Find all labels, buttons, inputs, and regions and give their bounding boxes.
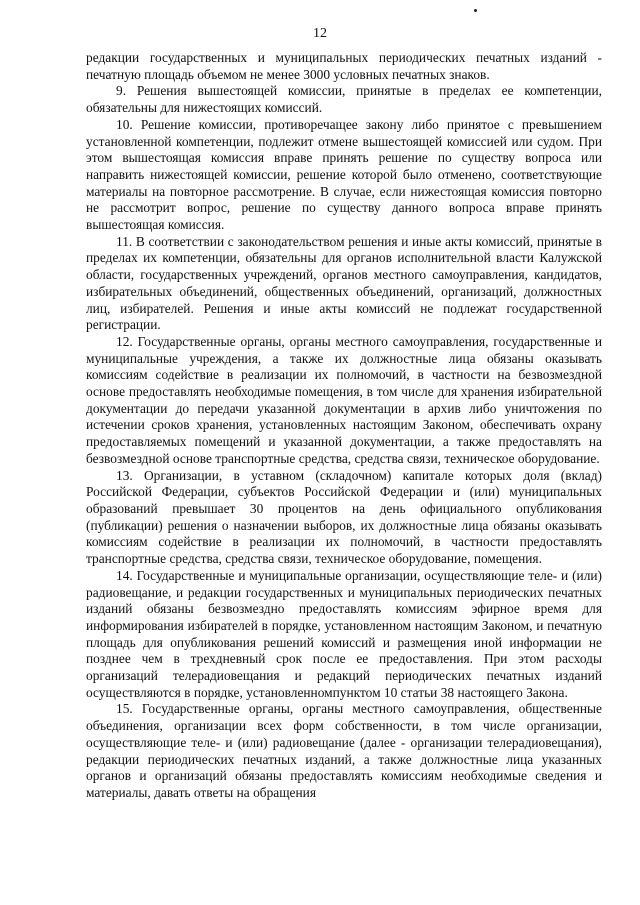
paragraph-continuation: редакции государственных и муниципальных периодических печатных изданий - печатную площадь объемом не менее 3000 условных печатных знаков. (86, 50, 602, 82)
paragraph-item-11: 11. В соответствии с законодательством решения и иные акты комиссий, принятые в пределах их компетенции, обязательны для органов исполнительной власти Калужской области, государственных учреждений, органов местного самоуправления, кандидатов, избирательных объединений, общественных объединений, организаций, должностных лиц, избирателей. Решения и иные акты комиссий не подлежат государственной регистрации. (86, 233, 602, 333)
paragraph-item-14: 14. Государственные и муниципальные организации, осуществляющие теле- и (или) радиовещание, и редакции государственных и муниципальных периодических печатных изданий обязаны безвозмездно предоставлять комиссиям эфирное время для информирования избирателей в порядке, установленном настоящим Законом, и печатную площадь для опубликования решений комиссий и размещения иной информации не позднее чем в трехдневный срок после ее предоставления. При этом расходы организаций телерадиовещания и редакций периодических печатных изданий осуществляются в порядке, установленномпунктом 10 статьи 38 настоящего Закона. (86, 567, 602, 700)
scan-speck (474, 9, 477, 12)
page-number: 12 (313, 26, 327, 41)
document-body (86, 50, 602, 802)
paragraph-item-10: 10. Решение комиссии, противоречащее закону либо принятое с превышением установленной компетенции, подлежит отмене вышестоящей комиссией или судом. При этом вышестоящая комиссия вправе принять решение по существу вопроса или направить нижестоящей комиссии, решение которой было отменено, соответствующие материалы на повторное рассмотрение. В случае, если нижестоящая комиссия повторно не рассмотрит вопрос, решение по существу данного вопроса вправе принять вышестоящая комиссия. (86, 116, 602, 233)
paragraph-item-12: 12. Государственные органы, органы местного самоуправления, государственные и муниципальные учреждения, а также их должностные лица обязаны оказывать комиссиям содействие в реализации их полномочий, в частности на безвозмездной основе предоставлять необходимые помещения, в том числе для хранения избирательной документации до передачи указанной документации в архив либо уничтожения по истечении сроков хранения, установленных настоящим Законом, обеспечивать охрану предоставляемых помещений и указанной документации, а также предоставлять на безвозмездной основе транспортные средства, средства связи, техническое оборудование. (86, 333, 602, 466)
paragraph-item-13: 13. Организации, в уставном (складочном) капитале которых доля (вклад) Российской Федерации, субъектов Российской Федерации и (или) муниципальных образований превышает 30 процентов на день официального опубликования (публикации) решения о назначении выборов, их должностные лица обязаны оказывать комиссиям содействие в реализации их полномочий, в частности предоставлять транспортные средства, средства связи, техническое оборудование, помещения. (86, 467, 602, 567)
paragraph-item-9: 9. Решения вышестоящей комиссии, принятые в пределах ее компетенции, обязательны для нижестоящих комиссий. (86, 83, 602, 116)
paragraph-item-15: 15. Государственные органы, органы местного самоуправления, общественные объединения, организации всех форм собственности, в том числе организации, осуществляющие теле- и (или) радиовещание (далее - организации телерадиовещания), редакции периодических печатных изданий, а также должностные лица указанных органов и организаций обязаны предоставлять комиссиям необходимые сведения и материалы, давать ответы на обращения (86, 701, 602, 800)
